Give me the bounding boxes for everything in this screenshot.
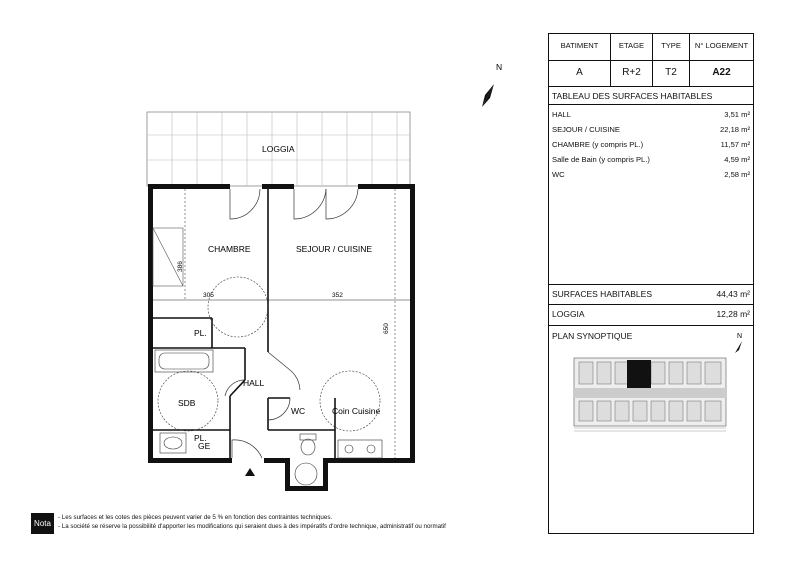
- loggia-row: [552, 307, 750, 321]
- entrance-arrow-icon: [245, 468, 255, 476]
- surface-name: HALL: [552, 110, 571, 119]
- surface-value: 4,59 m²: [724, 155, 750, 164]
- washbasin-icon: [295, 463, 317, 485]
- dim-chambre-width: 305: [203, 292, 214, 299]
- room-label-sejour: SEJOUR / CUISINE: [296, 244, 373, 254]
- surface-value: 3,51 m²: [724, 110, 750, 119]
- synoptic-plan: [569, 328, 751, 438]
- surface-row: [552, 108, 750, 122]
- toilet-icon: [300, 434, 316, 455]
- surface-name: Salle de Bain (y compris PL.): [552, 155, 650, 164]
- surface-value: 2,58 m²: [724, 170, 750, 179]
- synoptic-highlight: [627, 360, 651, 388]
- note-line-2: - La société se réserve la possibilité d'apporter les modifications qui seraient dues à des impératifs d'ordre technique, administratif ou normatif: [58, 523, 446, 530]
- dim-sejour-width: 352: [332, 292, 343, 299]
- outer-walls: [148, 184, 415, 491]
- total-row: [552, 287, 750, 301]
- loggia-label: LOGGIA: [552, 309, 585, 319]
- col-logement: N° LOGEMENT: [694, 41, 749, 50]
- room-label-pl-sdb: PL.: [194, 433, 207, 443]
- header-table: [549, 34, 753, 87]
- surface-value: 22,18 m²: [720, 125, 750, 134]
- kitchen-unit-icon: [338, 440, 382, 458]
- surface-name: SEJOUR / CUISINE: [552, 125, 620, 134]
- nota-badge: Nota: [31, 513, 54, 534]
- room-label-coin-cuisine: Coin Cuisine: [332, 406, 381, 416]
- synoptic-building: [574, 358, 726, 431]
- surfaces-title-text: TABLEAU DES SURFACES HABITABLES: [552, 91, 713, 101]
- dimension-lines: [153, 189, 410, 458]
- synoptic-north-label: N: [737, 333, 743, 340]
- north-label: N: [496, 62, 503, 72]
- surfaces-title: [552, 89, 750, 103]
- total-label: SURFACES HABITABLES: [552, 289, 652, 299]
- sink-icon: [160, 433, 186, 453]
- total-value: 44,43 m²: [716, 289, 750, 299]
- col-type: TYPE: [661, 41, 681, 50]
- room-label-hall: HALL: [243, 378, 265, 388]
- synoptic-title-text: PLAN SYNOPTIQUE: [552, 331, 633, 341]
- room-label-sdb: SDB: [178, 398, 196, 408]
- synoptic-north-icon: [735, 341, 742, 353]
- room-label-chambre: CHAMBRE: [208, 244, 251, 254]
- north-arrow-icon: [482, 84, 494, 107]
- surface-row: [552, 168, 750, 182]
- room-label-ge: GE: [198, 441, 211, 451]
- col-batiment: BATIMENT: [560, 41, 599, 50]
- wardrobe: [153, 228, 183, 286]
- dim-sejour-depth: 650: [383, 323, 390, 334]
- dim-chambre-depth: 386: [177, 261, 184, 272]
- value-batiment: A: [576, 67, 583, 78]
- surface-row: [552, 138, 750, 152]
- surface-row: [552, 123, 750, 137]
- bathtub-icon: [155, 350, 213, 372]
- surface-name: CHAMBRE (y compris PL.): [552, 140, 644, 149]
- value-etage: R+2: [622, 67, 641, 78]
- room-label-loggia: LOGGIA: [262, 144, 295, 154]
- room-label-pl-chambre: PL.: [194, 328, 207, 338]
- surface-row: [552, 153, 750, 167]
- room-label-wc: WC: [291, 406, 306, 416]
- doors: [225, 189, 358, 458]
- surface-name: WC: [552, 170, 565, 179]
- loggia-value: 12,28 m²: [716, 309, 750, 319]
- value-type: T2: [665, 67, 677, 78]
- surface-value: 11,57 m²: [720, 140, 750, 149]
- col-etage: ETAGE: [618, 41, 645, 50]
- interior-walls: [153, 189, 335, 458]
- note-line-1: - Les surfaces et les cotes des pièces peuvent varier de 5 % en fonction des contraintes techniques.: [58, 514, 333, 521]
- value-logement: A22: [712, 67, 731, 78]
- info-panel: [548, 33, 754, 534]
